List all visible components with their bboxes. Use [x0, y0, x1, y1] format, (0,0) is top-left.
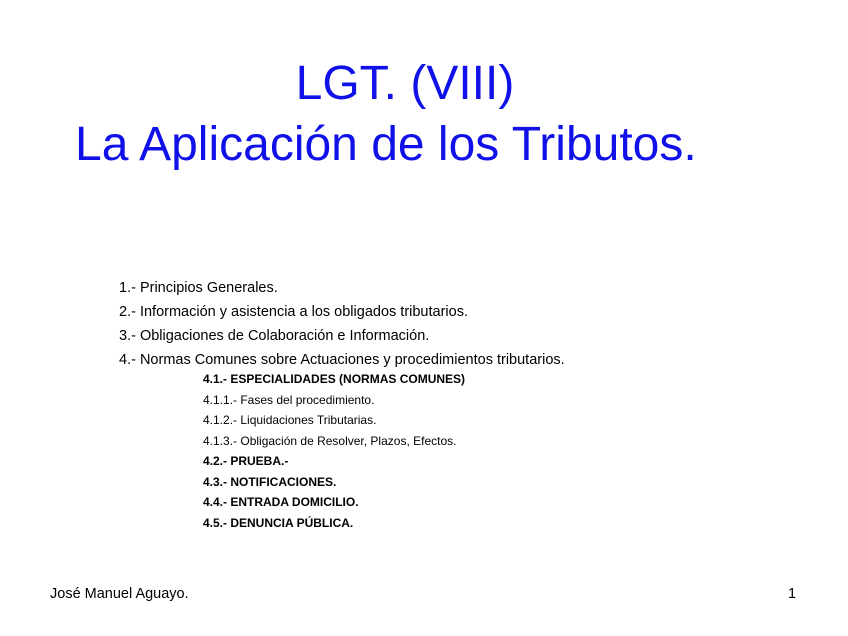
- contents-subitem: 4.5.- DENUNCIA PÚBLICA.: [203, 515, 354, 530]
- contents-subitem: 4.4.- ENTRADA DOMICILIO.: [203, 495, 359, 509]
- contents-subitem: 4.1.3.- Obligación de Resolver, Plazos, Efectos.: [203, 433, 457, 448]
- contents-list: [119, 276, 565, 372]
- contents-item: 2.- Información y asistencia a los obligados tributarios.: [119, 304, 468, 320]
- contents-item: 3.- Obligaciones de Colaboración e Información.: [119, 328, 430, 344]
- contents-item: 1.- Principios Generales.: [119, 280, 278, 296]
- contents-subitem: 4.1.1.- Fases del procedimiento.: [203, 392, 375, 407]
- page-number: 1: [788, 586, 797, 602]
- footer-author: José Manuel Aguayo.: [50, 586, 189, 602]
- contents-subitem: 4.2.- PRUEBA.-: [203, 454, 289, 468]
- contents-sublist: [203, 369, 465, 533]
- contents-subitem: 4.1.- ESPECIALIDADES (NORMAS COMUNES): [203, 372, 466, 386]
- slide-title-line-2: La Aplicación de los Tributos.: [75, 118, 697, 171]
- contents-item: 4.- Normas Comunes sobre Actuaciones y procedimientos tributarios.: [119, 352, 565, 368]
- slide-title-line-1: LGT. (VIII): [295, 57, 515, 110]
- contents-subitem: 4.3.- NOTIFICACIONES.: [203, 474, 337, 489]
- contents-subitem: 4.1.2.- Liquidaciones Tributarias.: [203, 413, 377, 427]
